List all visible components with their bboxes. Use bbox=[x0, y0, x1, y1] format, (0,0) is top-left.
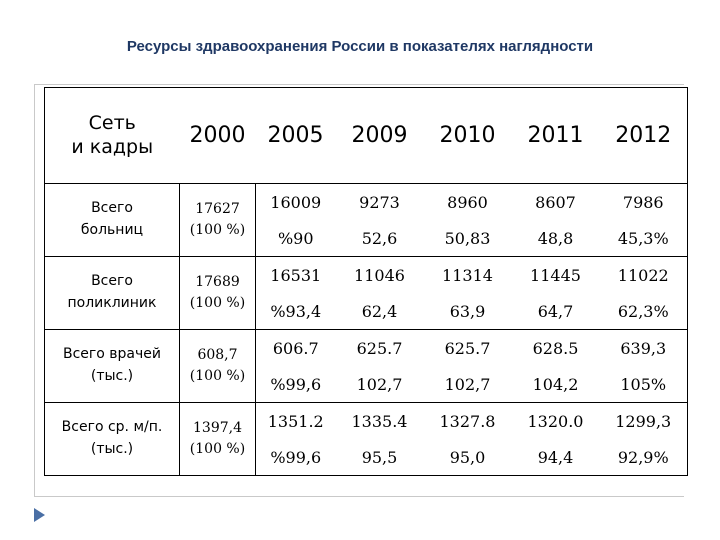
table-cell: 628.5 bbox=[512, 330, 600, 367]
health-resources-table bbox=[44, 87, 688, 476]
table-cell: 1320.0 bbox=[512, 403, 600, 440]
table-cell: 105% bbox=[620, 374, 667, 394]
table-cell: 7986 bbox=[622, 192, 664, 212]
table-cell: 1335.4 bbox=[336, 403, 424, 440]
table-cell: 8607 bbox=[535, 192, 576, 212]
frame-bottom-line bbox=[34, 496, 684, 497]
header-cell-2010: 2010 bbox=[424, 88, 512, 184]
header-row bbox=[45, 88, 688, 184]
table-cell: 16009 bbox=[270, 192, 322, 212]
table-cell: 1351.2 bbox=[256, 403, 336, 440]
base-value-nurses: 1397,4 (100 %) bbox=[180, 403, 256, 476]
table-cell: 1299,3 bbox=[600, 403, 688, 440]
table-row-polyclinics-abs bbox=[45, 257, 688, 294]
table-cell: 11022 bbox=[600, 257, 688, 294]
table-cell: 62,4 bbox=[361, 301, 398, 321]
base-value-polyclinics: 17689 (100 %) bbox=[180, 257, 256, 330]
frame-left-line bbox=[34, 84, 35, 496]
row-label-doctors: Всего врачей (тыс.) bbox=[45, 330, 180, 403]
slide-title: Ресурсы здравоохранения России в показателях наглядности bbox=[126, 38, 594, 55]
table-row-doctors-abs bbox=[45, 330, 688, 367]
header-cell-network: Сеть и кадры bbox=[45, 88, 180, 184]
table-cell: 63,9 bbox=[449, 301, 486, 321]
table-row-nurses-abs bbox=[45, 403, 688, 440]
triangle-bullet-icon bbox=[34, 508, 45, 522]
table-cell: 94,4 bbox=[537, 447, 574, 467]
table-cell: 95,5 bbox=[361, 447, 398, 467]
table-cell: %99,6 bbox=[270, 374, 322, 394]
table-cell: 8960 bbox=[447, 192, 488, 212]
header-cell-2011: 2011 bbox=[512, 88, 600, 184]
table-cell: 48,8 bbox=[537, 228, 574, 248]
table-cell: 11046 bbox=[336, 257, 424, 294]
table-cell: 92,9% bbox=[617, 447, 669, 467]
header-cell-2012: 2012 bbox=[600, 88, 688, 184]
table-cell: 9273 bbox=[359, 192, 400, 212]
table-cell: 95,0 bbox=[449, 447, 486, 467]
table-cell: %93,4 bbox=[270, 301, 322, 321]
table-cell: 104,2 bbox=[532, 374, 579, 394]
table-cell: 52,6 bbox=[361, 228, 398, 248]
table-cell: 62,3% bbox=[617, 301, 669, 321]
table-cell: 606.7 bbox=[256, 330, 336, 367]
table-cell: 639,3 bbox=[600, 330, 688, 367]
row-label-nurses: Всего ср. м/п. (тыс.) bbox=[45, 403, 180, 476]
table-cell: 102,7 bbox=[356, 374, 403, 394]
table-cell: 45,3% bbox=[617, 228, 669, 248]
row-label-hospitals: Всего больниц bbox=[45, 184, 180, 257]
header-cell-2005: 2005 bbox=[256, 88, 336, 184]
table-cell: %99,6 bbox=[270, 447, 322, 467]
header-cell-2009: 2009 bbox=[336, 88, 424, 184]
base-value-doctors: 608,7 (100 %) bbox=[180, 330, 256, 403]
table-cell: 625.7 bbox=[424, 330, 512, 367]
base-value-hospitals: 17627 (100 %) bbox=[180, 184, 256, 257]
table-cell: 64,7 bbox=[537, 301, 574, 321]
table-cell: 11445 bbox=[512, 257, 600, 294]
table-cell: 102,7 bbox=[444, 374, 491, 394]
table-cell: %90 bbox=[277, 228, 314, 248]
table-cell: 50,83 bbox=[444, 228, 491, 248]
frame-top-line bbox=[34, 84, 684, 85]
row-label-polyclinics: Всего поликлиник bbox=[45, 257, 180, 330]
table-cell: 16531 bbox=[256, 257, 336, 294]
table-cell: 625.7 bbox=[336, 330, 424, 367]
table-cell: 11314 bbox=[424, 257, 512, 294]
header-cell-2000: 2000 bbox=[180, 88, 256, 184]
table-cell: 1327.8 bbox=[424, 403, 512, 440]
table-row-hospitals-abs bbox=[45, 184, 688, 221]
